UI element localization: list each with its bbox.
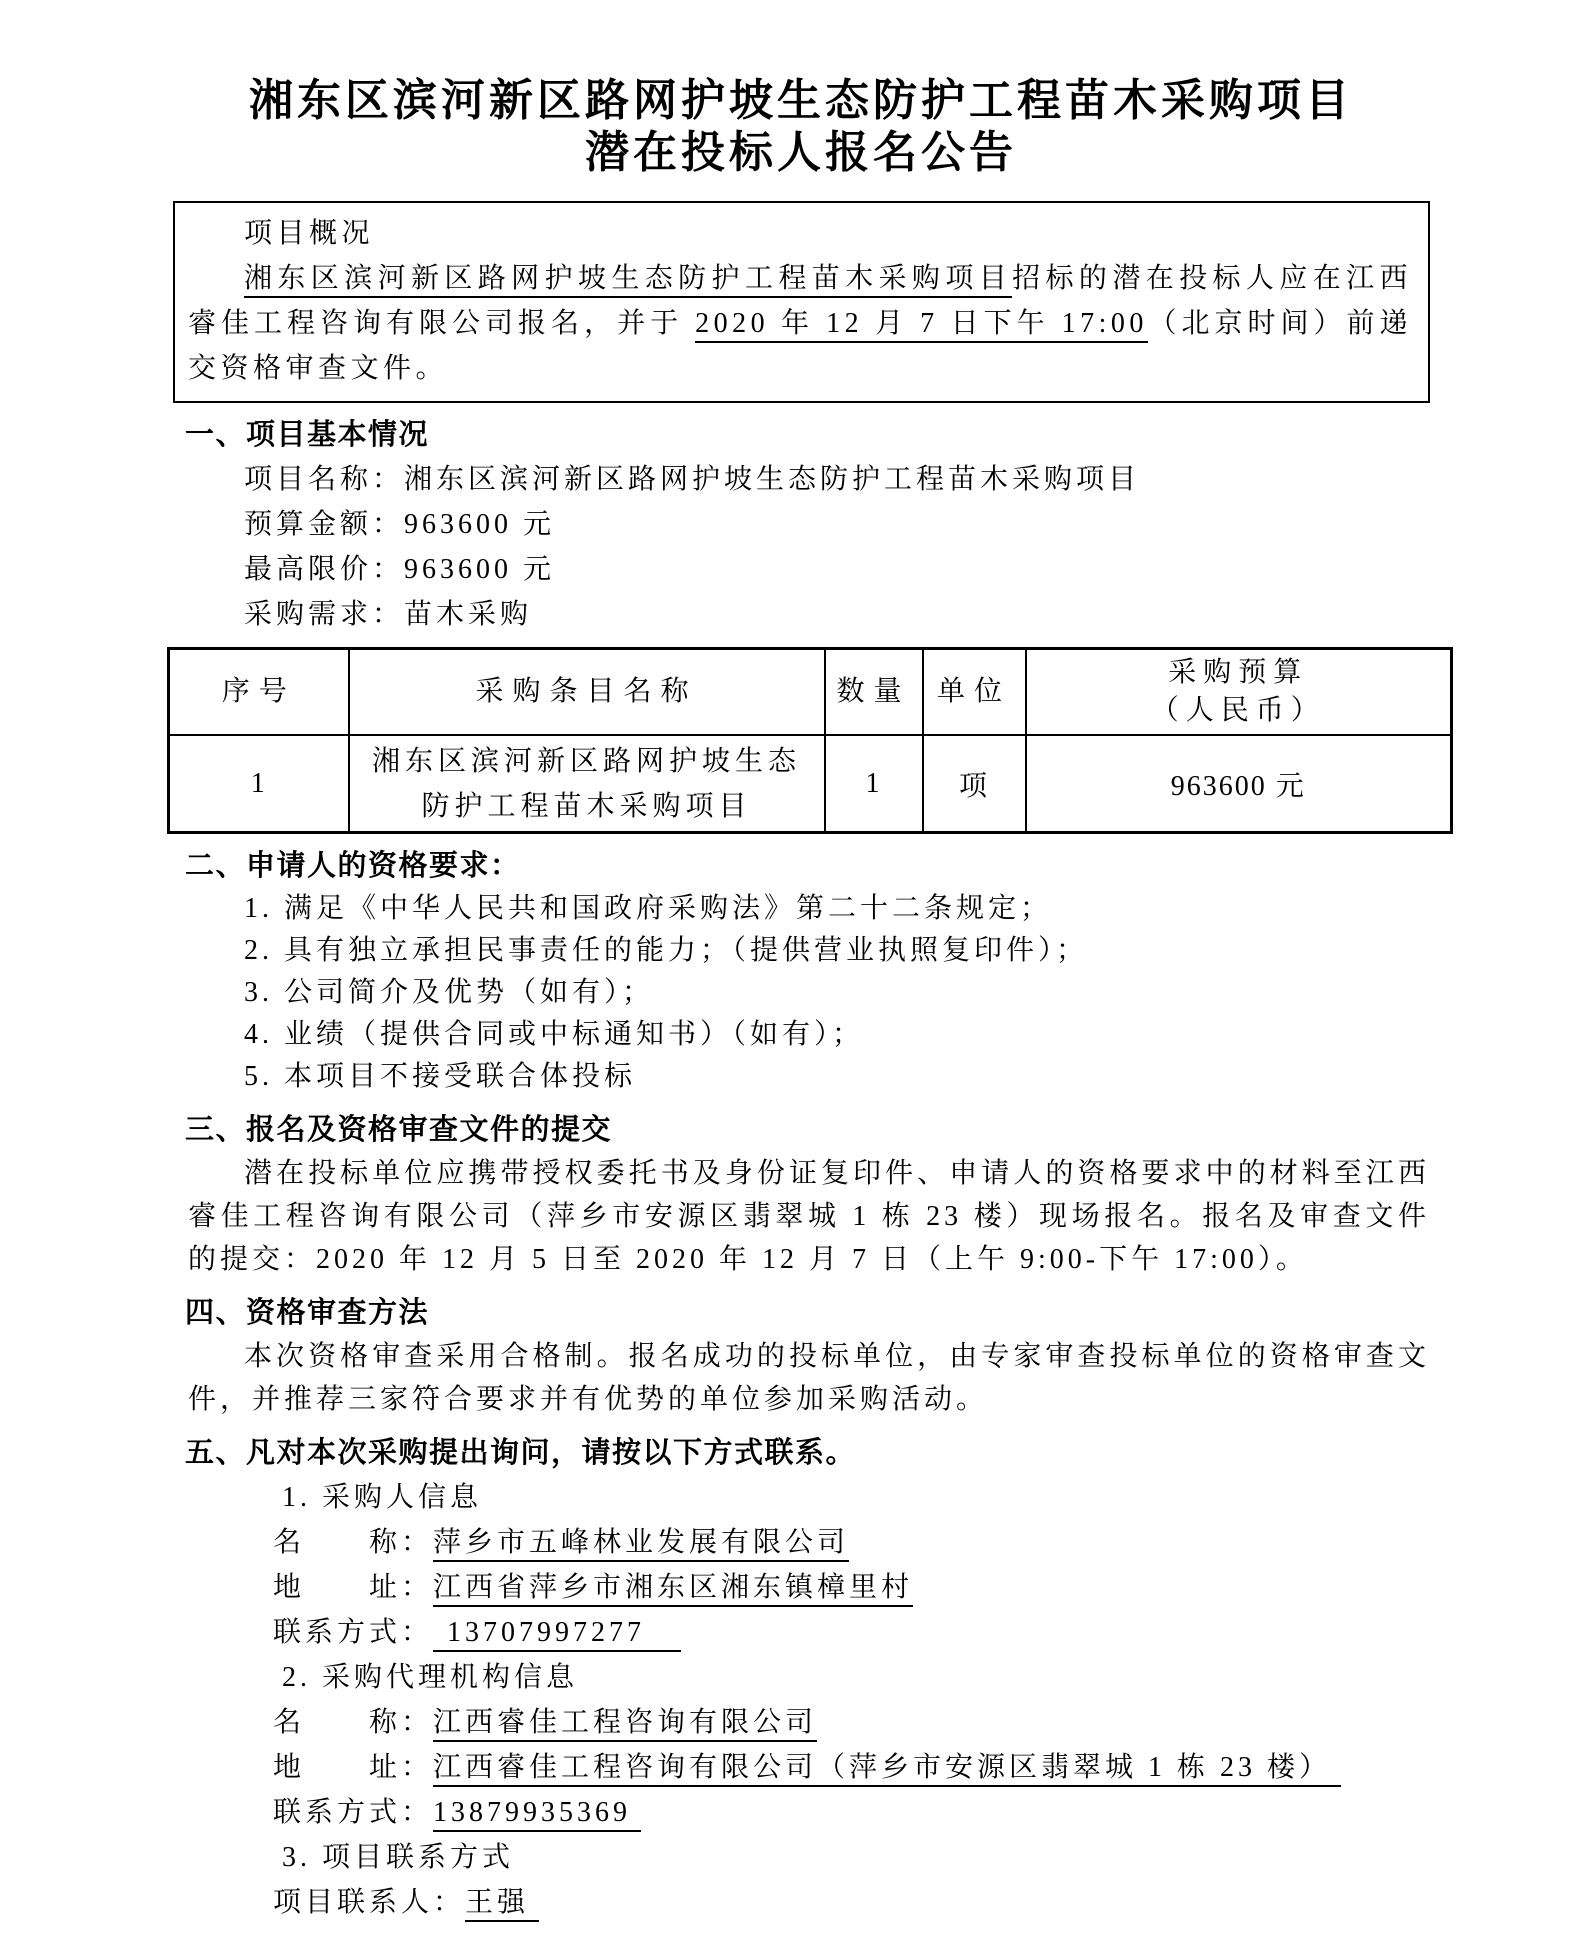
cell-item-name	[349, 735, 825, 833]
overview-ending-text: （北京时间）前递交资格审查文件。	[188, 308, 1412, 384]
col-header-budget	[1026, 649, 1452, 736]
purchaser-address-label: 地 址：	[273, 1572, 434, 1603]
agency-name-line	[188, 1700, 1430, 1745]
section1-heading: 一、项目基本情况	[185, 419, 430, 451]
document-title-line2: 潜在投标人报名公告	[585, 128, 1017, 177]
section4-heading: 四、资格审查方法	[185, 1297, 430, 1329]
cell-unit: 项	[923, 735, 1026, 833]
document-title-line1: 湘东区滨河新区路网护坡生态防护工程苗木采购项目	[249, 76, 1353, 125]
section3-paragraph: 潜在投标单位应携带授权委托书及身份证复印件、申请人的资格要求中的材料至江西睿佳工程咨询有限公司（萍乡市安源区翡翠城 1 栋 23 楼）现场报名。报名及审查文件的提交：2020 年 12 月 5 日至 2020 年 12 月 7 日（上午 9:00-下午 17:00）。	[188, 1158, 1430, 1275]
purchaser-name-label: 名 称：	[273, 1527, 434, 1558]
col-header-unit: 单位	[923, 649, 1026, 736]
requirement-item-4: 4. 业绩（提供合同或中标通知书）（如有）；	[244, 1019, 865, 1050]
project-contact-title: 3. 项目联系方式	[282, 1842, 515, 1873]
requirement-item-5: 5. 本项目不接受联合体投标	[244, 1061, 637, 1092]
procurement-demand-line: 采购需求：苗木采购	[244, 599, 533, 630]
agency-name-value: 江西睿佳工程咨询有限公司	[433, 1707, 817, 1742]
section5-heading: 五、凡对本次采购提出询问，请按以下方式联系。	[185, 1437, 857, 1469]
project-overview-box	[173, 201, 1430, 403]
cell-serial-no: 1	[169, 735, 349, 833]
agency-address-label: 地 址：	[273, 1752, 434, 1783]
agency-address-value: 江西睿佳工程咨询有限公司（萍乡市安源区翡翠城 1 栋 23 楼）	[433, 1752, 1341, 1787]
agency-address-line	[188, 1745, 1430, 1790]
col-header-budget-line2: （人民币）	[1150, 695, 1326, 726]
overview-paragraph	[188, 256, 1412, 391]
col-header-item-name: 采购条目名称	[349, 649, 825, 736]
col-header-budget-line1: 采购预算	[1168, 657, 1309, 688]
purchaser-info-title: 1. 采购人信息	[282, 1482, 483, 1513]
price-cap-line: 最高限价：963600 元	[244, 554, 556, 585]
agency-contact-label: 联系方式：	[273, 1797, 434, 1828]
purchaser-contact-label: 联系方式：	[273, 1617, 434, 1648]
requirement-item-2: 2. 具有独立承担民事责任的能力；（提供营业执照复印件）；	[244, 935, 1089, 966]
purchaser-contact-line	[188, 1610, 1430, 1655]
col-header-quantity: 数量	[825, 649, 923, 736]
purchaser-contact-value: 13707997277	[433, 1617, 681, 1652]
agency-name-label: 名 称：	[273, 1707, 434, 1738]
project-contact-value: 王强	[465, 1887, 539, 1922]
overview-project-name-underlined: 湘东区滨河新区路网护坡生态防护工程苗木采购项目	[244, 263, 1012, 298]
purchaser-name-value: 萍乡市五峰林业发展有限公司	[433, 1527, 849, 1562]
section4-paragraph: 本次资格审查采用合格制。报名成功的投标单位，由专家审查投标单位的资格审查文件，并推荐三家符合要求并有优势的单位参加采购活动。	[188, 1341, 1430, 1415]
agency-info-title: 2. 采购代理机构信息	[282, 1662, 579, 1693]
requirement-item-3: 3. 公司简介及优势（如有）；	[244, 977, 655, 1008]
overview-label: 项目概况	[244, 218, 375, 249]
overview-deadline-underlined: 2020 年 12 月 7 日下午 17:00	[695, 308, 1148, 343]
cell-quantity: 1	[825, 735, 923, 833]
overview-middle-text: 招标的潜在投标人应在江西睿佳工程咨询有限公司报名，并于	[188, 263, 1412, 339]
procurement-items-table	[167, 647, 1453, 834]
table-header-row	[169, 649, 1452, 736]
purchaser-address-line	[188, 1565, 1430, 1610]
agency-contact-value: 13879935369	[433, 1797, 641, 1832]
project-name-line: 项目名称：湘东区滨河新区路网护坡生态防护工程苗木采购项目	[244, 464, 1141, 495]
document-title	[172, 75, 1430, 179]
purchaser-name-line	[188, 1520, 1430, 1565]
cell-item-name-text: 湘东区滨河新区路网护坡生态防护工程苗木采购项目	[371, 745, 801, 822]
section3-heading: 三、报名及资格审查文件的提交	[185, 1114, 613, 1146]
budget-amount-line: 预算金额：963600 元	[244, 509, 556, 540]
cell-budget: 963600 元	[1026, 735, 1452, 833]
project-contact-label: 项目联系人：	[273, 1887, 466, 1918]
col-header-serial-no: 序号	[169, 649, 349, 736]
section2-heading: 二、申请人的资格要求：	[185, 850, 521, 882]
requirement-item-1: 1. 满足《中华人民共和国政府采购法》第二十二条规定；	[244, 893, 1053, 924]
table-row	[169, 735, 1452, 833]
agency-contact-line	[188, 1790, 1430, 1835]
project-contact-line	[188, 1880, 1430, 1925]
purchaser-address-value: 江西省萍乡市湘东区湘东镇樟里村	[433, 1572, 913, 1607]
